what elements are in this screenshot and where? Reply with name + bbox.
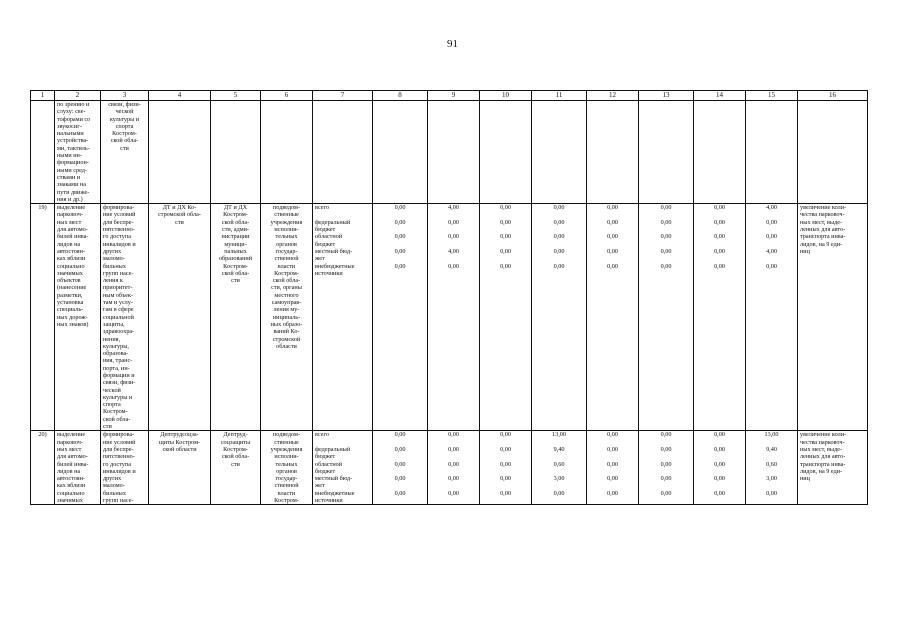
value-cell: 0,00 [448,460,459,468]
funding-source: всего [315,431,329,439]
funding-source: внебюджетные источники [315,489,355,505]
year-values [373,431,428,505]
value-cell: 0,00 [607,475,618,483]
value-cell: 0,00 [660,262,672,270]
year-values [587,204,639,431]
value-cell: 0,00 [500,204,511,212]
funding-source: всего [315,204,329,212]
total-values [746,431,798,505]
expected-result: увеличение коли- чества парковоч- ных мест, выде- ленных для авто- транспорта инва- лидов, на 9 еди- ниц [798,431,868,505]
value-cell: 0,00 [660,247,672,255]
value-cell: 0,00 [448,475,459,483]
value-cell: 0,00 [766,262,777,270]
value-cell: 0,00 [660,475,672,483]
year-values [428,431,480,505]
value-cell: 0,00 [394,247,406,255]
year-values [480,204,532,431]
value-cell: 9,40 [553,445,565,453]
value-cell: 3,00 [766,475,777,483]
measure-goal: формирова- ние условий для беспре- пятственно- го доступа инвалидов и других маломо- бильных групп насе- [101,431,149,505]
value-cell: 13,00 [764,431,779,439]
responsible-executor: Дептрудсоцза- щиты Костром- ской области [149,431,211,505]
column-header: 15 [746,91,798,101]
value-cell: 0,60 [766,460,777,468]
value-cell: 0,00 [500,262,511,270]
column-header: 9 [428,91,480,101]
value-cell: 0,00 [500,233,511,241]
co-executors: ДТ и ДХ Костром- ской обла- сти, адми- нистрации муници- пальных образований Костром- ской обла- сти [211,204,261,431]
value-cell: 0,00 [607,233,618,241]
value-cell: 0,00 [500,247,511,255]
responsible-executor: ДТ и ДХ Ко- стромской обла- сти [149,204,211,431]
column-header: 3 [101,91,149,101]
value-cell: 4,00 [766,247,777,255]
continuation-goal: связи, физи- ческой культуры и спорта Костром- ской обла- сти [101,101,149,204]
value-cell: 0,00 [448,218,459,226]
value-cell: 0,00 [766,218,777,226]
column-header: 5 [211,91,261,101]
value-cell: 0,00 [714,218,725,226]
value-cell: 0,00 [607,262,618,270]
value-cell: 4,00 [766,204,777,212]
value-cell: 0,00 [553,262,565,270]
value-cell: 4,00 [448,204,459,212]
funding-sources [313,204,373,431]
column-header: 4 [149,91,211,101]
year-values [639,431,694,505]
co-executors: Дептруд- соцзащиты Костром- ской обла- сти [211,431,261,505]
continuation-row [31,101,868,204]
value-cell: 0,00 [660,445,672,453]
value-cell: 0,00 [714,489,725,497]
funding-source: федеральный бюджет [315,445,351,461]
value-cell: 0,00 [394,431,406,439]
value-cell: 0,00 [394,218,406,226]
column-header: 2 [55,91,101,101]
row-number: 19) [31,204,55,431]
column-header: 8 [373,91,428,101]
value-cell: 0,00 [714,247,725,255]
value-cell: 4,00 [448,247,459,255]
program-table [30,90,868,505]
year-values [373,204,428,431]
funding-sources [313,431,373,505]
participants: подведом- ственные учреждения исполни- тельных органов государ- ственной власти Костром- [261,431,313,505]
year-values [639,204,694,431]
column-header: 13 [639,91,694,101]
funding-source: областной бюджет [315,460,343,475]
value-cell: 0,00 [714,262,725,270]
value-cell: 0,00 [607,445,618,453]
measure-name: выделение парковоч- ных мест для автомо- билей инва- лидов на автостоян- ках вблизи социально значимых объектов (нанесение разметки, установка специаль- ных дорож- ных знаков) [55,204,101,431]
table-row [31,431,868,505]
value-cell: 0,00 [500,445,511,453]
value-cell: 0,00 [394,489,406,497]
value-cell: 0,00 [553,247,565,255]
value-cell: 0,00 [607,204,618,212]
page-number: 91 [447,38,458,50]
total-values [746,204,798,431]
funding-source: областной бюджет [315,233,343,248]
year-values [694,431,746,505]
value-cell: 0,00 [660,204,672,212]
value-cell: 3,00 [553,475,565,483]
value-cell: 0,00 [607,247,618,255]
column-header: 10 [480,91,532,101]
value-cell: 0,00 [500,475,511,483]
measure-goal: формирова- ние условий для беспре- пятственно- го доступа инвалидов и других маломо- бильных групп насе- ления к приоритет- ным объек- там и услу- гам в сфере социальной защиты, здравоохра- нения, культуры, образова- ния, транс- порта, ин- формации и связи, физи- ческой культуры и спорта Костром- ской обла- сти [101,204,149,431]
value-cell: 0,60 [553,460,565,468]
value-cell: 0,00 [660,431,672,439]
expected-result: увеличение коли- чества парковоч- ных мест, выде- ленных для авто- транспорта инва- лидов, на 9 еди- ниц [798,204,868,431]
value-cell: 0,00 [714,233,725,241]
value-cell: 0,00 [500,460,511,468]
value-cell: 0,00 [448,431,459,439]
value-cell: 0,00 [553,233,565,241]
value-cell: 0,00 [448,489,459,497]
measure-name: выделение парковоч- ных мест для автомо- билей инва- лидов на автостоян- ках вблизи социально значимых [55,431,101,505]
value-cell: 0,00 [607,218,618,226]
value-cell: 0,00 [660,218,672,226]
value-cell: 0,00 [394,262,406,270]
value-cell: 0,00 [394,460,406,468]
column-header: 16 [798,91,868,101]
value-cell: 0,00 [553,218,565,226]
column-header: 7 [313,91,373,101]
value-cell: 0,00 [714,475,725,483]
value-cell: 0,00 [766,489,777,497]
year-values [532,431,587,505]
row-number: 20) [31,431,55,505]
funding-source: федеральный бюджет [315,218,351,234]
value-cell: 0,00 [448,445,459,453]
value-cell: 0,00 [714,431,725,439]
value-cell: 0,00 [607,431,618,439]
value-cell: 0,00 [500,431,511,439]
value-cell: 0,00 [660,489,672,497]
value-cell: 0,00 [607,489,618,497]
value-cell: 9,40 [766,445,777,453]
value-cell: 0,00 [500,218,511,226]
value-cell: 0,00 [394,204,406,212]
value-cell: 0,00 [448,233,459,241]
value-cell: 0,00 [766,233,777,241]
funding-source: внебюджетные источники [315,262,355,277]
column-header: 6 [261,91,313,101]
year-values [480,431,532,505]
column-header: 1 [31,91,55,101]
value-cell: 0,00 [714,460,725,468]
column-header: 11 [532,91,587,101]
value-cell: 0,00 [714,204,725,212]
value-cell: 0,00 [394,233,406,241]
year-values [694,204,746,431]
value-cell: 0,00 [448,262,459,270]
year-values [587,431,639,505]
value-cell: 0,00 [500,489,511,497]
year-values [428,204,480,431]
column-header: 14 [694,91,746,101]
value-cell: 0,00 [394,475,406,483]
participants: подведом- ственные учреждения исполни- тельных органов государ- ственной власти Костром- ской обла- сти, органы местного самоуправ- ления му- ниципаль- ных образо- ваний Ко- стромской области [261,204,313,431]
value-cell: 0,00 [553,204,565,212]
funding-source: местный бюд- жет [315,475,353,490]
continuation-measure: по зрению и слуху: све- тофорами со звукосиг- нальными устройства- ми, тактиль- ными ин- формацион- ными сред- ствами и знаками на пути движе- ния и др.) [55,101,101,204]
funding-source: местный бюд- жет [315,247,353,263]
value-cell: 0,00 [714,445,725,453]
value-cell: 13,00 [552,431,566,439]
table-row [31,204,868,431]
year-values [532,204,587,431]
value-cell: 0,00 [607,460,618,468]
column-number-row [31,91,868,101]
value-cell: 0,00 [660,233,672,241]
value-cell: 0,00 [394,445,406,453]
column-header: 12 [587,91,639,101]
value-cell: 0,00 [660,460,672,468]
value-cell: 0,00 [553,489,565,497]
